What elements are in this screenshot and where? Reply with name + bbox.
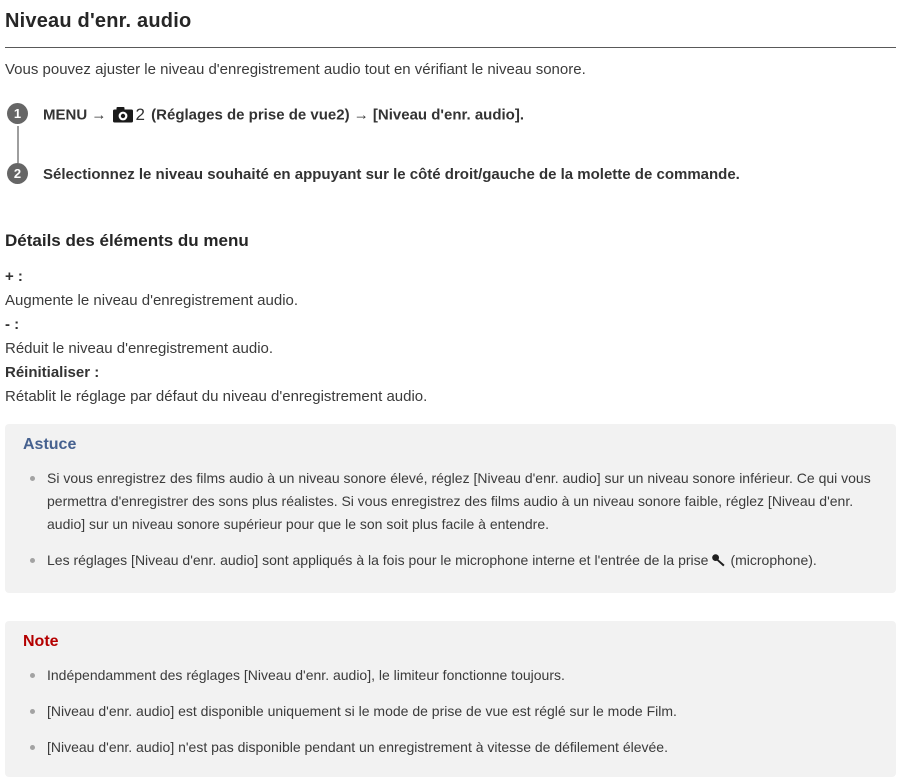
step-connector-line (17, 126, 19, 163)
step-2 (5, 163, 896, 185)
title-divider (5, 47, 896, 48)
tip-bullet-1: Si vous enregistrez des films audio à un niveau sonore élevé, réglez [Niveau d'enr. audio] sur un niveau sonore inférieur. Ce qui vous permettra d'enregistrer des sons plus réalistes. Si vous enregistrez des films audio à un niveau sonore faible, réglez [Niveau d'enr. audio] sur un niveau sonore supérieur pour que le son soit plus facile à entendre. (23, 467, 878, 536)
step-2-number-badge: 2 (7, 163, 28, 184)
menu-desc-reset: Rétablit le réglage par défaut du niveau d'enregistrement audio. (5, 387, 428, 405)
step-list (5, 103, 896, 185)
menu-term-plus: + : (5, 267, 23, 285)
tip-bullet-2 (23, 549, 878, 575)
tip-bullet-list (23, 467, 878, 575)
step-1-number-badge: 1 (7, 103, 28, 124)
step-2-text: Sélectionnez le niveau souhaité en appuyant sur le côté droit/gauche de la molette de commande. (43, 165, 740, 183)
note-box-heading: Note (23, 632, 59, 650)
note-bullet-2: [Niveau d'enr. audio] est disponible uniquement si le mode de prise de vue est réglé sur le mode Film. (23, 700, 878, 723)
menu-term-reset: Réinitialiser : (5, 363, 100, 381)
step-1-text (43, 103, 524, 126)
menu-desc-minus: Réduit le niveau d'enregistrement audio. (5, 339, 274, 357)
camera-settings-2-icon-number: 2 (135, 105, 145, 124)
page-title: Niveau d'enr. audio (5, 10, 192, 32)
menu-desc-plus: Augmente le niveau d'enregistrement audio. (5, 291, 299, 309)
tip-box-heading: Astuce (23, 435, 77, 453)
menu-details-heading: Détails des éléments du menu (5, 230, 249, 250)
note-bullet-3: [Niveau d'enr. audio] n'est pas disponible pendant un enregistrement à vitesse de défilement élevée. (23, 736, 878, 759)
step-1 (5, 103, 896, 126)
note-bullet-list (23, 664, 878, 759)
menu-term-minus: - : (5, 315, 20, 333)
tip-bullet-2-after-icon: (microphone). (730, 551, 817, 568)
microphone-jack-icon (711, 555, 726, 571)
intro-text: Vous pouvez ajuster le niveau d'enregistrement audio tout en vérifiant le niveau sonore. (5, 61, 586, 78)
menu-details-list (5, 265, 896, 409)
note-bullet-1: Indépendamment des réglages [Niveau d'enr. audio], le limiteur fonctionne toujours. (23, 664, 878, 687)
step-1-text-after-icon: (Réglages de prise de vue2) → [Niveau d'enr. audio]. (151, 106, 524, 124)
step-1-text-before-icon: MENU → (43, 106, 107, 124)
note-box (5, 621, 896, 777)
tip-box (5, 424, 896, 593)
camera-settings-2-icon (113, 104, 145, 125)
tip-bullet-2-before-icon: Les réglages [Niveau d'enr. audio] sont appliqués à la fois pour le microphone interne et l'entrée de la prise (47, 551, 709, 568)
